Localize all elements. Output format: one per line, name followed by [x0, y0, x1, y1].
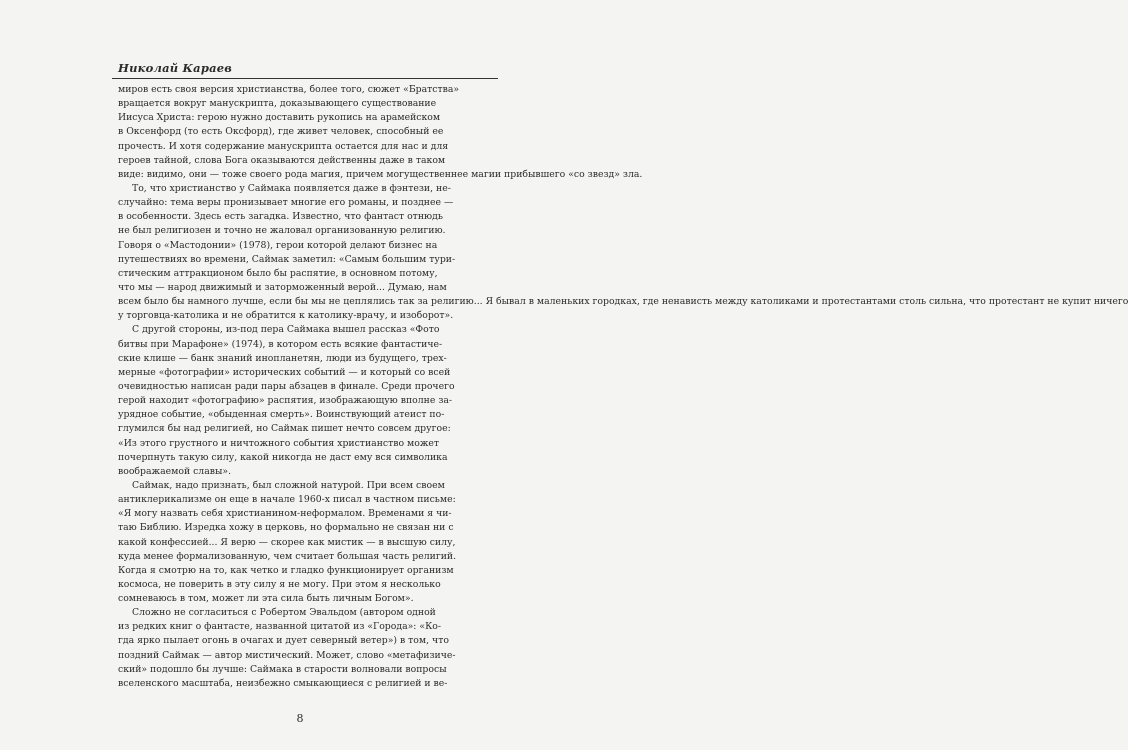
text-line: героев тайной, слова Бога оказываются действенны даже в таком: [118, 154, 446, 166]
header-divider: [112, 78, 498, 79]
text-line: прочесть. И хотя содержание манускрипта остается для нас и для: [118, 140, 449, 152]
text-line: в особенности. Здесь есть загадка. Известно, что фантаст отнюдь: [118, 211, 443, 223]
text-line: поздний Саймак — автор мистический. Может, слово «метафизиче-: [118, 649, 456, 661]
text-line: ские клише — банк знаний инопланетян, люди из будущего, трех-: [118, 352, 447, 364]
body-text: [118, 83, 1128, 691]
text-line: вселенского масштаба, неизбежно смыкающиеся с религией и ве-: [118, 677, 448, 689]
page-number: 8: [296, 712, 304, 725]
text-line: виде: видимо, они — тоже своего рода магия, причем могущественнее магии прибывшего «со звезд» зла.: [118, 168, 643, 180]
text-line: герой находит «фотографию» распятия, изображающую вполне за-: [118, 395, 453, 407]
text-line: стическим аттракционом было бы распятие, в основном потому,: [118, 267, 438, 279]
paragraph: [118, 606, 498, 691]
running-header-author: Николай Караев: [118, 61, 232, 75]
text-line: битвы при Марафоне» (1974), в котором есть всякие фантастиче-: [118, 338, 443, 350]
text-line: Сложно не согласиться с Робертом Эвальдом (автором одной: [132, 607, 436, 619]
text-line: С другой стороны, из-под пера Саймака вышел рассказ «Фото: [132, 324, 440, 336]
text-line: урядное событие, «обыденная смерть». Воинствующий атеист по-: [118, 409, 445, 421]
text-line: всем было бы намного лучше, если бы мы не цеплялись так за религию... Я бывал в маленьких городках, где ненависть между католиками и протестантами столь сильна, что протестант не купит ничего: [118, 296, 1128, 308]
text-line: космоса, не поверить в эту силу я не могу. При этом я несколько: [118, 578, 441, 590]
text-line: таю Библию. Изредка хожу в церковь, но формально не связан ни с: [118, 522, 454, 534]
text-line: Говоря о «Мастодонии» (1978), герои которой делают бизнес на: [118, 239, 438, 251]
text-line: какой конфессией... Я верю — скорее как мистик — в высшую силу,: [118, 536, 456, 548]
text-line: из редких книг о фантасте, названной цитатой из «Города»: «Ко-: [118, 621, 442, 633]
text-line: не был религиозен и точно не жаловал организованную религию.: [118, 225, 446, 237]
text-line: воображаемой славы».: [118, 465, 232, 477]
text-line: глумился бы над религией, но Саймак пишет нечто совсем другое:: [118, 423, 451, 435]
paragraph: [118, 479, 498, 606]
text-line: «Я могу назвать себя христианином-неформалом. Временами я чи-: [118, 508, 452, 520]
paragraph: [118, 83, 643, 182]
text-line: у торговца-католика и не обратится к католику-врачу, и изоборот».: [118, 310, 454, 322]
text-line: гда ярко пылает огонь в очагах и дует северный ветер») в том, что: [118, 635, 449, 647]
text-line: «Из этого грустного и ничтожного события христианство может: [118, 437, 440, 449]
text-line: очевидностью написан ради пары абзацев в финале. Среди прочего: [118, 380, 455, 392]
text-line: То, что христианство у Саймака появляется даже в фэнтези, не-: [132, 182, 451, 194]
text-line: сомневаюсь в том, может ли эта сила быть личным Богом».: [118, 593, 414, 605]
text-line: случайно: тема веры пронизывает многие его романы, и позднее —: [118, 197, 454, 209]
text-line: антиклерикализме он еще в начале 1960-х писал в частном письме:: [118, 494, 456, 506]
text-line: Иисуса Христа: герою нужно доставить рукопись на арамейском: [118, 112, 441, 124]
text-line: путешествиях во времени, Саймак заметил: «Самым большим тури-: [118, 253, 456, 265]
text-line: Когда я смотрю на то, как четко и гладко функционирует организм: [118, 564, 454, 576]
text-line: куда менее формализованную, чем считает большая часть религий.: [118, 550, 457, 562]
text-line: в Оксенфорд (то есть Оксфорд), где живет человек, способный ее: [118, 126, 444, 138]
text-line: мерные «фотографии» исторических событий — и который со всей: [118, 366, 451, 378]
paragraph: [118, 323, 498, 479]
paragraph: [118, 182, 1128, 323]
text-line: миров есть своя версия христианства, более того, сюжет «Братства»: [118, 84, 460, 95]
text-line: что мы — народ движимый и заторможенный верой... Думаю, нам: [118, 281, 447, 293]
text-line: ский» подошло бы лучше: Саймака в старости волновали вопросы: [118, 663, 447, 675]
text-line: Саймак, надо признать, был сложной натурой. При всем своем: [132, 479, 445, 491]
text-line: вращается вокруг манускрипта, доказывающего существование: [118, 98, 437, 110]
text-line: почерпнуть такую силу, какой никогда не даст ему вся символика: [118, 451, 448, 463]
